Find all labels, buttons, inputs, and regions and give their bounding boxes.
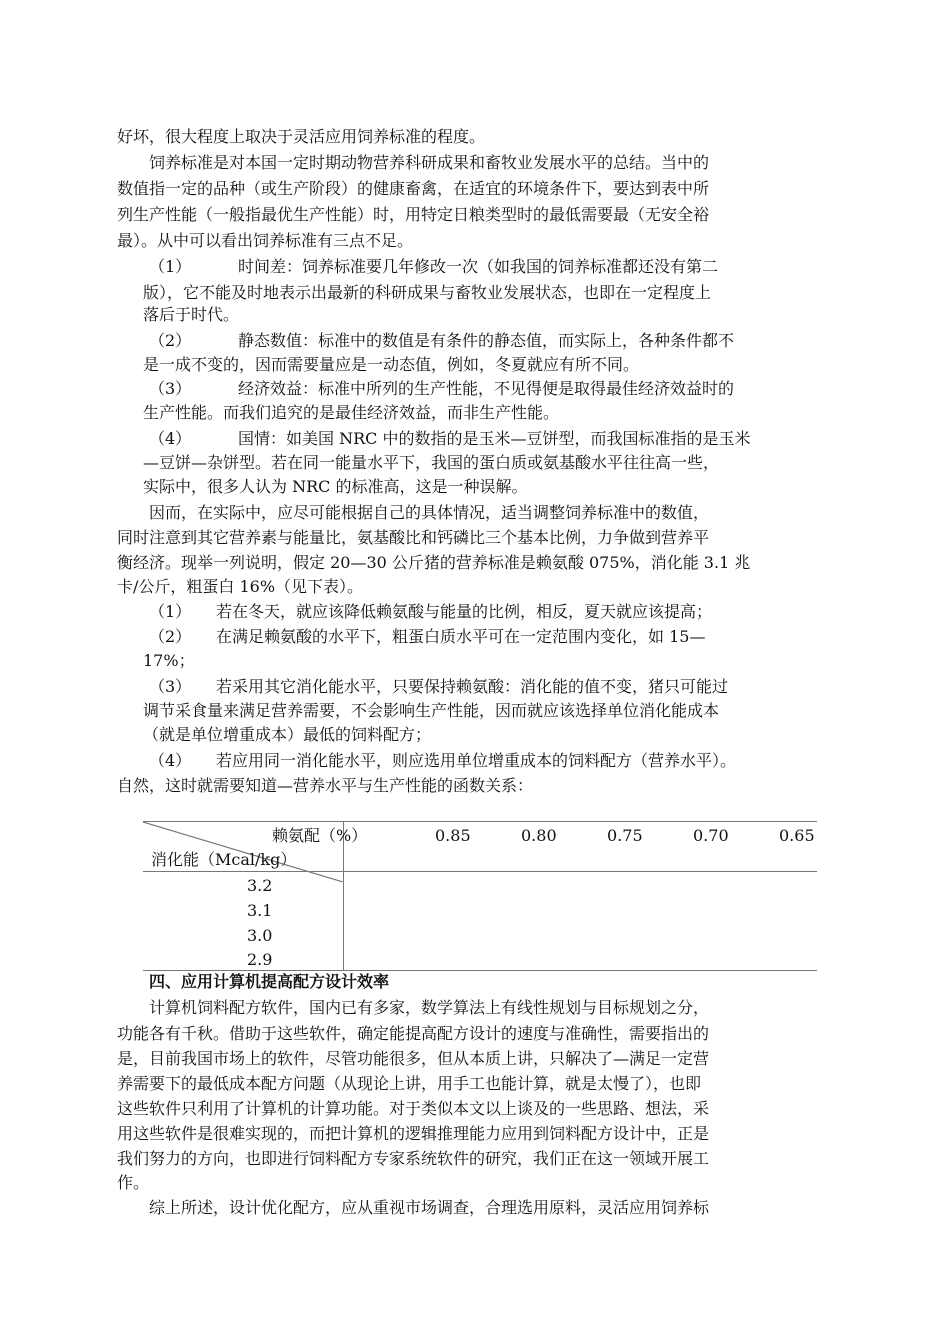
list-item-line: 版），它不能及时地表示出最新的科研成果与畜牧业发展状态，也即在一定程度上 (143, 283, 712, 302)
list-item-line: 国情：如美国 NRC 中的数指的是玉米—豆饼型，而我国标准指的是玉米 (238, 429, 751, 448)
list-item-line: 经济效益：标准中所列的生产性能，不见得便是取得最佳经济效益时的 (238, 379, 735, 398)
paragraph-line: 列生产性能（一般指最优生产性能）时，用特定日粮类型时的最低需要最（无安全裕 (117, 205, 710, 224)
list-number: （3） (149, 379, 192, 398)
list-number: （3） (149, 677, 192, 696)
paragraph-line: 数值指一定的品种（或生产阶段）的健康畜禽，在适宜的环境条件下，要达到表中所 (117, 179, 710, 198)
list-number: （4） (149, 751, 192, 770)
paragraph-line: 作。 (117, 1173, 150, 1192)
list-item-line: 生产性能。而我们追究的是最佳经济效益，而非生产性能。 (143, 403, 560, 422)
paragraph-line: 因而，在实际中，应尽可能根据自己的具体情况，适当调整饲养标准中的数值， (149, 503, 710, 522)
paragraph-line: 自然，这时就需要知道—营养水平与生产性能的函数关系： (117, 776, 534, 795)
paragraph-line: 饲养标准是对本国一定时期动物营养科研成果和畜牧业发展水平的总结。当中的 (149, 153, 710, 172)
table-row-header: 3.2 (247, 876, 273, 895)
table-column-header: 0.80 (521, 826, 557, 845)
list-item-line: 调节采食量来满足营养需要，不会影响生产性能，因而就应该选择单位消化能成本 (143, 701, 720, 720)
paragraph-line: 是，目前我国市场上的软件，尽管功能很多，但从本质上讲，只解决了—满足一定营 (117, 1049, 710, 1068)
table-row-header: 3.1 (247, 901, 273, 920)
list-item-line: 落后于时代。 (143, 305, 240, 324)
paragraph-line: 这些软件只利用了计算机的计算功能。对于类似本文以上谈及的一些思路、想法，采 (117, 1099, 710, 1118)
list-item-line: 若应用同一消化能水平，则应选用单位增重成本的饲料配方（营养水平）。 (216, 751, 737, 770)
section-heading: 四、应用计算机提高配方设计效率 (149, 972, 390, 991)
list-item-line: 若在冬天，就应该降低赖氨酸与能量的比例，相反，夏天就应该提高； (216, 602, 713, 621)
table-column-header: 0.85 (435, 826, 471, 845)
list-item-line: 在满足赖氨酸的水平下，粗蛋白质水平可在一定范围内变化，如 15— (216, 627, 706, 646)
paragraph-line: 计算机饲料配方软件，国内已有多家，数学算法上有线性规划与目标规划之分， (149, 998, 710, 1017)
table-column-header: 0.70 (693, 826, 729, 845)
paragraph-line: 综上所述，设计优化配方，应从重视市场调查，合理选用原料，灵活应用饲养标 (149, 1198, 710, 1217)
list-item-line: 若采用其它消化能水平，只要保持赖氨酸：消化能的值不变，猪只可能过 (216, 677, 729, 696)
list-item-line: 17%； (143, 651, 195, 670)
list-item-line: （就是单位增重成本）最低的饲料配方； (143, 725, 432, 744)
paragraph-line: 我们努力的方向，也即进行饲料配方专家系统软件的研究，我们正在这一领域开展工 (117, 1149, 710, 1168)
list-item-line: 是一成不变的，因而需要量应是一动态值，例如，冬夏就应有所不同。 (143, 355, 640, 374)
list-item-line: —豆饼—杂饼型。若在同一能量水平下，我国的蛋白质或氨基酸水平往往高一些， (143, 453, 720, 472)
paragraph-line: 同时注意到其它营养素与能量比，氨基酸比和钙磷比三个基本比例，力争做到营养平 (117, 528, 710, 547)
table-row-header: 2.9 (247, 950, 273, 969)
paragraph-line: 养需要下的最低成本配方问题（从现论上讲，用手工也能计算，就是太慢了），也即 (117, 1074, 702, 1093)
paragraph-line: 好坏，很大程度上取决于灵活应用饲养标准的程度。 (117, 127, 486, 146)
table-header-lysine: 赖氨配（%） (272, 826, 368, 845)
list-item-line: 时间差：饲养标准要几年修改一次（如我国的饲养标准都还没有第二 (238, 257, 719, 276)
table-column-header: 0.65 (779, 826, 815, 845)
table-column-header: 0.75 (607, 826, 643, 845)
list-number: （2） (149, 627, 192, 646)
list-item-line: 静态数值：标准中的数值是有条件的静态值，而实际上，各种条件都不 (238, 331, 735, 350)
paragraph-line: 衡经济。现举一列说明，假定 20—30 公斤猪的营养标准是赖氨酸 075%，消化能 3.1 兆 (117, 553, 751, 572)
paragraph-line: 功能各有千秋。借助于这些软件，确定能提高配方设计的速度与准确性，需要指出的 (117, 1024, 710, 1043)
list-number: （4） (149, 429, 192, 448)
table-row-header: 3.0 (247, 926, 273, 945)
table-header-energy: 消化能（Mcal/kg） (151, 850, 297, 869)
paragraph-line: 最）。从中可以看出饲养标准有三点不足。 (117, 231, 414, 250)
list-number: （2） (149, 331, 192, 350)
list-item-line: 实际中，很多人认为 NRC 的标准高，这是一种误解。 (143, 477, 528, 496)
list-number: （1） (149, 257, 192, 276)
paragraph-line: 卡/公斤，粗蛋白 16%（见下表）。 (117, 577, 364, 596)
list-number: （1） (149, 602, 192, 621)
paragraph-line: 用这些软件是很难实现的，而把计算机的逻辑推理能力应用到饲料配方设计中，正是 (117, 1124, 710, 1143)
